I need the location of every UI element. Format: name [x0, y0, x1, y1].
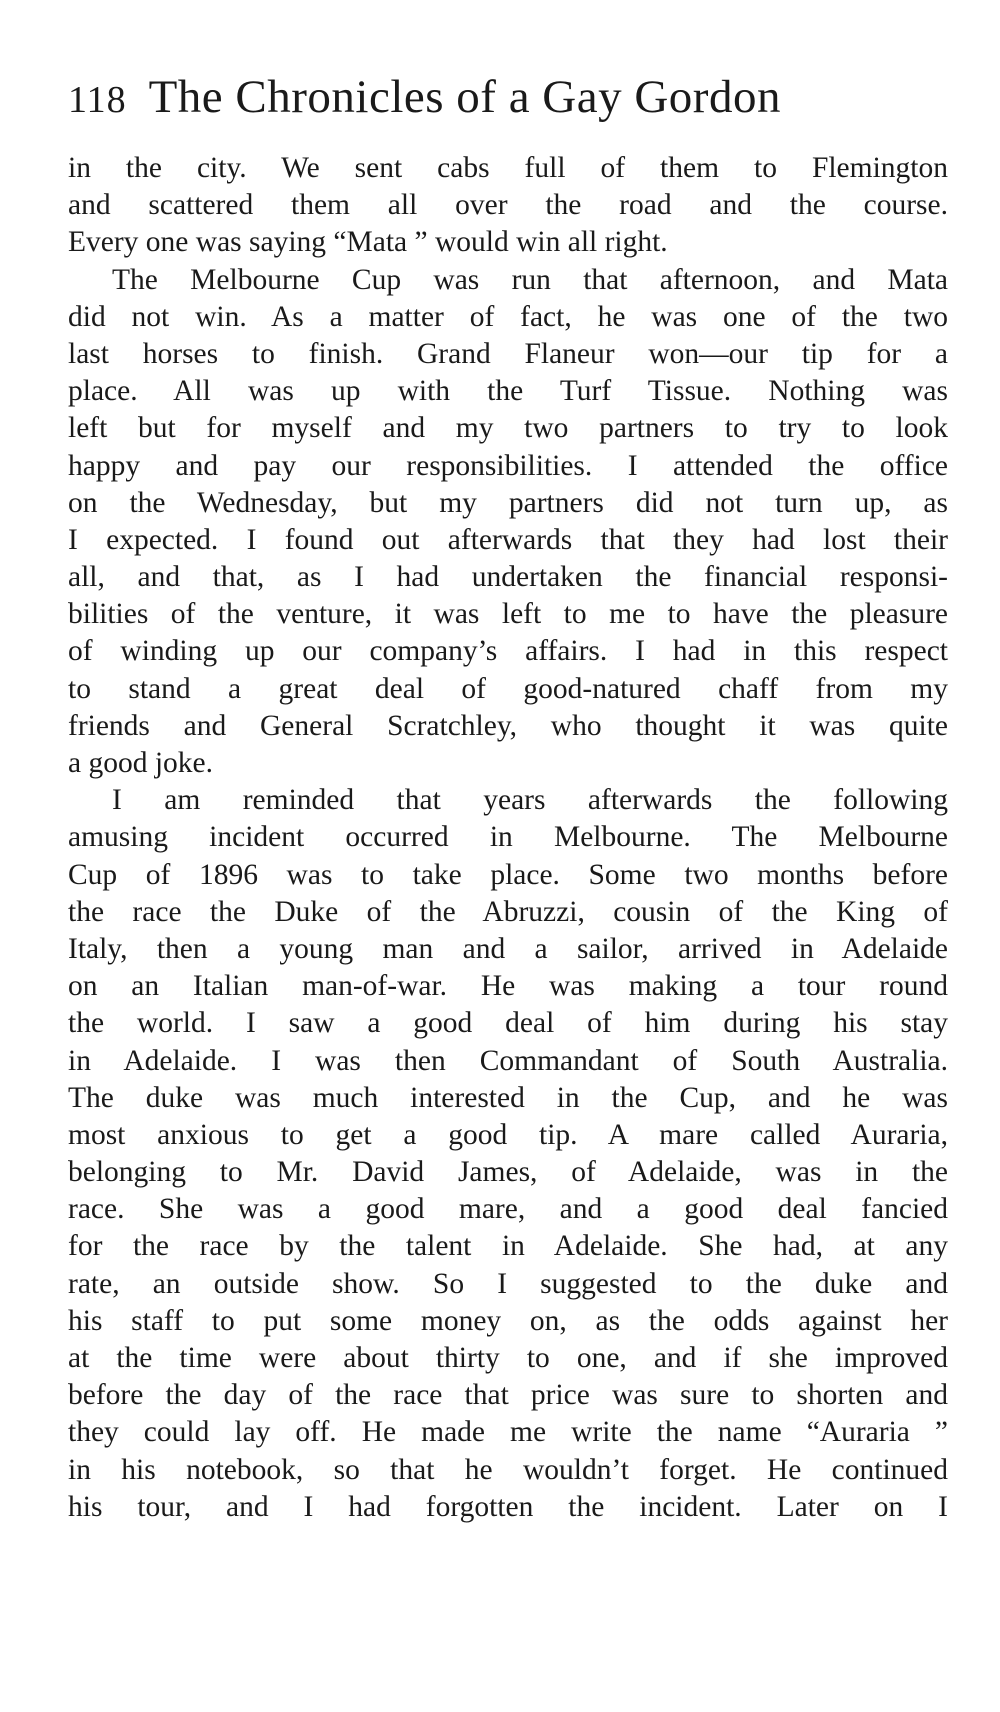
text-line: for the race by the talent in Adelaide. She had, at any — [68, 1230, 948, 1263]
text-line: bilities of the venture, it was left to me to have the pleasure — [68, 598, 948, 631]
text-line: to stand a great deal of good-natured chaff from my — [68, 672, 948, 705]
page-number: 118 — [68, 79, 127, 121]
text-line: they could lay off. He made me write the name “Auraria ” — [68, 1416, 948, 1449]
text-line: did not win. As a matter of fact, he was one of the two — [68, 300, 948, 333]
text-line: Cup of 1896 was to take place. Some two months before — [68, 858, 948, 891]
text-line: all, and that, as I had undertaken the financial responsi- — [68, 561, 948, 594]
text-line: his tour, and I had forgotten the incident. Later on I — [68, 1490, 948, 1523]
text-line: on the Wednesday, but my partners did not turn up, as — [68, 486, 948, 519]
text-line: of winding up our company’s affairs. I had in this respect — [68, 635, 948, 668]
text-line: The duke was much interested in the Cup, and he was — [68, 1081, 948, 1114]
text-line: in the city. We sent cabs full of them to Flemington — [68, 152, 948, 184]
text-line: place. All was up with the Turf Tissue. Nothing was — [68, 375, 948, 408]
body-text — [68, 150, 948, 1526]
book-title: The Chronicles of a Gay Gordon — [148, 71, 781, 123]
text-line: The Melbourne Cup was run that afternoon, and Mata — [112, 263, 948, 296]
text-line: in his notebook, so that he wouldn’t forget. He continued — [68, 1453, 948, 1486]
text-line: his staff to put some money on, as the odds against her — [68, 1304, 948, 1337]
text-line: rate, an outside show. So I suggested to the duke and — [68, 1267, 948, 1300]
text-line: in Adelaide. I was then Commandant of South Australia. — [68, 1044, 948, 1077]
text-line: the race the Duke of the Abruzzi, cousin of the King of — [68, 895, 948, 928]
text-line: friends and General Scratchley, who thought it was quite — [68, 709, 948, 742]
text-line: I expected. I found out afterwards that they had lost their — [68, 523, 948, 556]
text-line: belonging to Mr. David James, of Adelaide, was in the — [68, 1156, 948, 1189]
text-line: race. She was a good mare, and a good deal fancied — [68, 1193, 948, 1226]
text-line: most anxious to get a good tip. A mare called Auraria, — [68, 1118, 948, 1151]
text-line: last horses to finish. Grand Flaneur won—our tip for a — [68, 337, 948, 370]
text-line: left but for myself and my two partners to try to look — [68, 412, 948, 445]
text-line: Italy, then a young man and a sailor, arrived in Adelaide — [68, 932, 948, 965]
text-line: on an Italian man-of-war. He was making a tour round — [68, 970, 948, 1003]
running-head — [68, 70, 948, 130]
text-line: a good joke. — [68, 747, 214, 779]
text-line: I am reminded that years afterwards the following — [112, 784, 948, 817]
text-line: amusing incident occurred in Melbourne. The Melbourne — [68, 821, 948, 854]
text-line: happy and pay our responsibilities. I attended the office — [68, 449, 948, 482]
text-line: and scattered them all over the road and the course. — [68, 189, 948, 222]
text-line: at the time were about thirty to one, and if she improved — [68, 1342, 948, 1374]
text-line: the world. I saw a good deal of him during his stay — [68, 1007, 948, 1040]
text-line: Every one was saying “Mata ” would win all right. — [68, 226, 668, 259]
text-line: before the day of the race that price was sure to shorten and — [68, 1379, 948, 1412]
